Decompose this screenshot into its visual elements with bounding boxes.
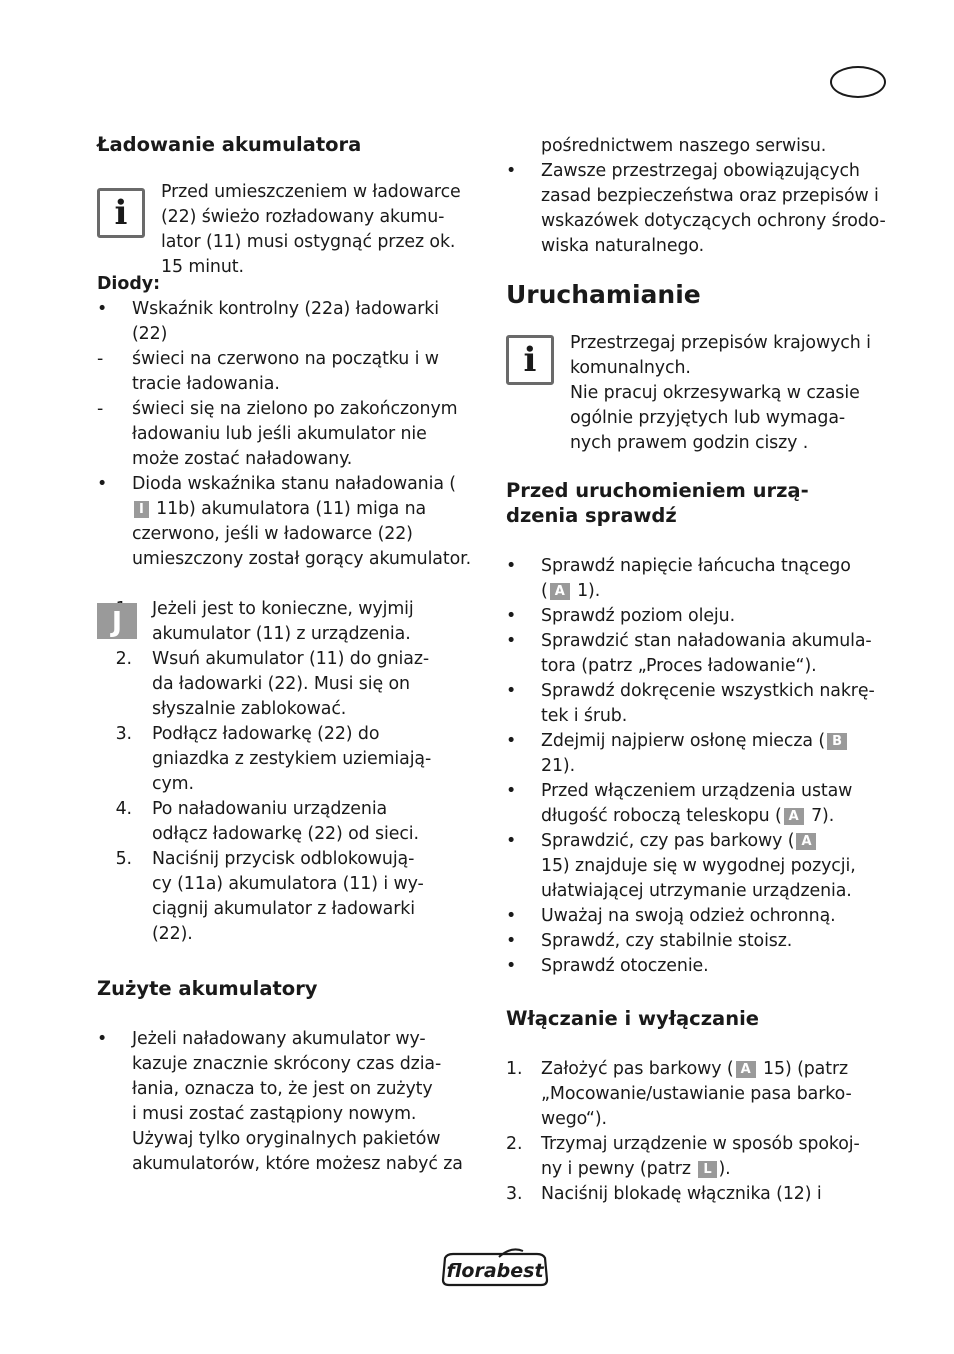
list-item: • Sprawdź otoczenie.: [506, 956, 709, 976]
list-item: • Zawsze przestrzegaj obowiązujących: [506, 161, 860, 181]
list-item: I 11b) akumulatora (11) miga na: [97, 497, 482, 522]
list-item: ułatwiającej utrzymanie urządzenia.: [541, 881, 852, 901]
diode-list: [97, 297, 482, 572]
list-item: akumulator (11) z urządzenia.: [152, 624, 411, 644]
list-item: zasad bezpieczeństwa oraz przepisów i: [541, 186, 879, 206]
list-item: (22): [132, 324, 168, 344]
list-item: • Jeżeli naładowany akumulator wy-: [97, 1029, 426, 1049]
used-batteries-heading: Zużyte akumulatory: [97, 977, 318, 1000]
list-item: i musi zostać zastąpiony nowym.: [132, 1104, 417, 1124]
list-item: • Wskaźnik kontrolny (22a) ładowarki: [97, 299, 439, 319]
figure-j-box: J: [97, 603, 137, 639]
list-item: wiska naturalnego.: [541, 236, 705, 256]
figure-ref: A: [736, 1061, 756, 1078]
list-item: • Sprawdź napięcie łańcucha tnącego: [506, 556, 851, 576]
startup-info: [506, 331, 896, 456]
continued-list: [506, 134, 896, 259]
list-item: 2. Trzymaj urządzenie w sposób spokoj-: [506, 1134, 860, 1154]
list-item: akumulatorów, które możesz nabyć za: [132, 1154, 463, 1174]
list-item: ( A 1).: [541, 581, 601, 601]
language-badge: [830, 66, 886, 98]
steps-list: [97, 597, 482, 947]
list-item: Używaj tylko oryginalnych pakietów: [132, 1129, 441, 1149]
list-item: 21).: [541, 756, 576, 776]
figure-ref: B: [827, 733, 847, 750]
steps-block: [97, 597, 482, 947]
list-item: 3. Podłącz ładowarkę (22) do: [115, 724, 380, 744]
list-item: 4. Po naładowaniu urządzenia: [115, 799, 388, 819]
list-item: 1. Założyć pas barkowy ( A 15) (patrz: [506, 1059, 849, 1079]
list-item: tracie ładowania.: [132, 374, 280, 394]
figure-ref: A: [784, 808, 804, 825]
list-item: łania, oznacza to, że jest on zużyty: [132, 1079, 433, 1099]
list-item: 5. Naciśnij przycisk odblokowują-: [115, 849, 415, 869]
note-line: Nie pracuj okrzesywarką w czasie: [570, 383, 860, 403]
figure-ref: A: [550, 583, 570, 600]
list-item: tora (patrz „Proces ładowanie“).: [541, 656, 817, 676]
list-item: ciągnij akumulator z ładowarki: [152, 899, 415, 919]
note-line: Przed umieszczeniem w ładowarce: [161, 182, 461, 202]
figure-ref: L: [698, 1161, 716, 1178]
note-line: Przestrzegaj przepisów krajowych i: [570, 333, 871, 353]
note-line: nych prawem godzin ciszy .: [570, 433, 809, 453]
list-item: tek i śrub.: [541, 706, 628, 726]
list-item: • Dioda wskaźnika stanu naładowania (: [97, 474, 456, 494]
on-off-list: [506, 1057, 896, 1207]
figure-ref: I: [134, 501, 149, 518]
list-item: (22).: [152, 924, 193, 944]
note-line: (22) świeżo rozładowany akumu-: [161, 207, 445, 227]
list-item: • Sprawdź, czy stabilnie stoisz.: [506, 931, 793, 951]
list-item: ny i pewny (patrz L ).: [541, 1159, 731, 1179]
list-item: Jeżeli jest to konieczne, wyjmij: [152, 599, 414, 619]
list-item: gniazdka z zestykiem uziemiają-: [152, 749, 432, 769]
list-item: ładowaniu lub jeśli akumulator nie: [132, 424, 427, 444]
list-item: słyszalnie zablokować.: [152, 699, 347, 719]
list-item: długość roboczą teleskopu ( A 7).: [541, 806, 835, 826]
startup-heading: Uruchamianie: [506, 280, 701, 309]
on-off-heading: Włączanie i wyłączanie: [506, 1007, 760, 1030]
used-list: [97, 1027, 482, 1177]
list-item: da ładowarki (22). Musi się on: [152, 674, 410, 694]
list-item: • Przed włączeniem urządzenia ustaw: [506, 781, 853, 801]
list-item: • Sprawdzić, czy pas barkowy ( A: [506, 829, 896, 854]
list-item: cy (11a) akumulatora (11) i wy-: [152, 874, 424, 894]
figure-ref: A: [796, 833, 816, 850]
list-item: może zostać naładowany.: [132, 449, 353, 469]
list-item: • Uważaj na swoją odzież ochronną.: [506, 906, 836, 926]
check-heading: Przed uruchomieniem urzą- dzenia sprawdź: [506, 479, 809, 527]
note-line: ogólnie przyjętych lub wymaga-: [570, 408, 846, 428]
note-line: lator (11) musi ostygnąć przez ok.: [161, 232, 456, 252]
info-icon: i: [506, 335, 554, 385]
list-item: pośrednictwem naszego serwisu.: [541, 136, 827, 156]
list-item: odłącz ładowarkę (22) od sieci.: [152, 824, 419, 844]
list-item: cym.: [152, 774, 194, 794]
list-item: • Sprawdź dokręcenie wszystkich nakrę-: [506, 681, 875, 701]
diodes-heading: Diody:: [97, 274, 161, 294]
list-item: kazuje znacznie skrócony czas dzia-: [132, 1054, 442, 1074]
list-item: czerwono, jeśli w ładowarce (22): [132, 524, 413, 544]
info-icon: i: [97, 188, 145, 238]
list-item: • Sprawdź poziom oleju.: [506, 606, 736, 626]
florabest-logo: [439, 1248, 551, 1288]
list-item: 15) znajduje się w wygodnej pozycji,: [541, 856, 856, 876]
left-column: [97, 128, 482, 1177]
list-item: - świeci na czerwono na początku i w: [97, 349, 439, 369]
list-item: wskazówek dotyczących ochrony środo-: [541, 211, 886, 231]
list-item: „Mocowanie/ustawianie pasa barko-: [541, 1084, 852, 1104]
list-item: - świeci się na zielono po zakończonym: [97, 399, 458, 419]
svg-text:florabest: florabest: [446, 1260, 544, 1282]
right-column: [506, 134, 896, 1207]
check-list: [506, 554, 896, 979]
list-item: • Sprawdzić stan naładowania akumula-: [506, 631, 872, 651]
note-line: komunalnych.: [570, 358, 691, 378]
note-line: 15 minut.: [161, 257, 244, 277]
charging-info: [97, 182, 482, 286]
list-item: 3. Naciśnij blokadę włącznika (12) i: [506, 1184, 822, 1204]
list-item: • Zdejmij najpierw osłonę miecza ( B: [506, 729, 896, 754]
list-item: umieszczony został gorący akumulator.: [132, 549, 471, 569]
charging-heading: Ładowanie akumulatora: [97, 133, 362, 156]
list-item: 2. Wsuń akumulator (11) do gniaz-: [115, 649, 430, 669]
list-item: wego“).: [541, 1109, 607, 1129]
